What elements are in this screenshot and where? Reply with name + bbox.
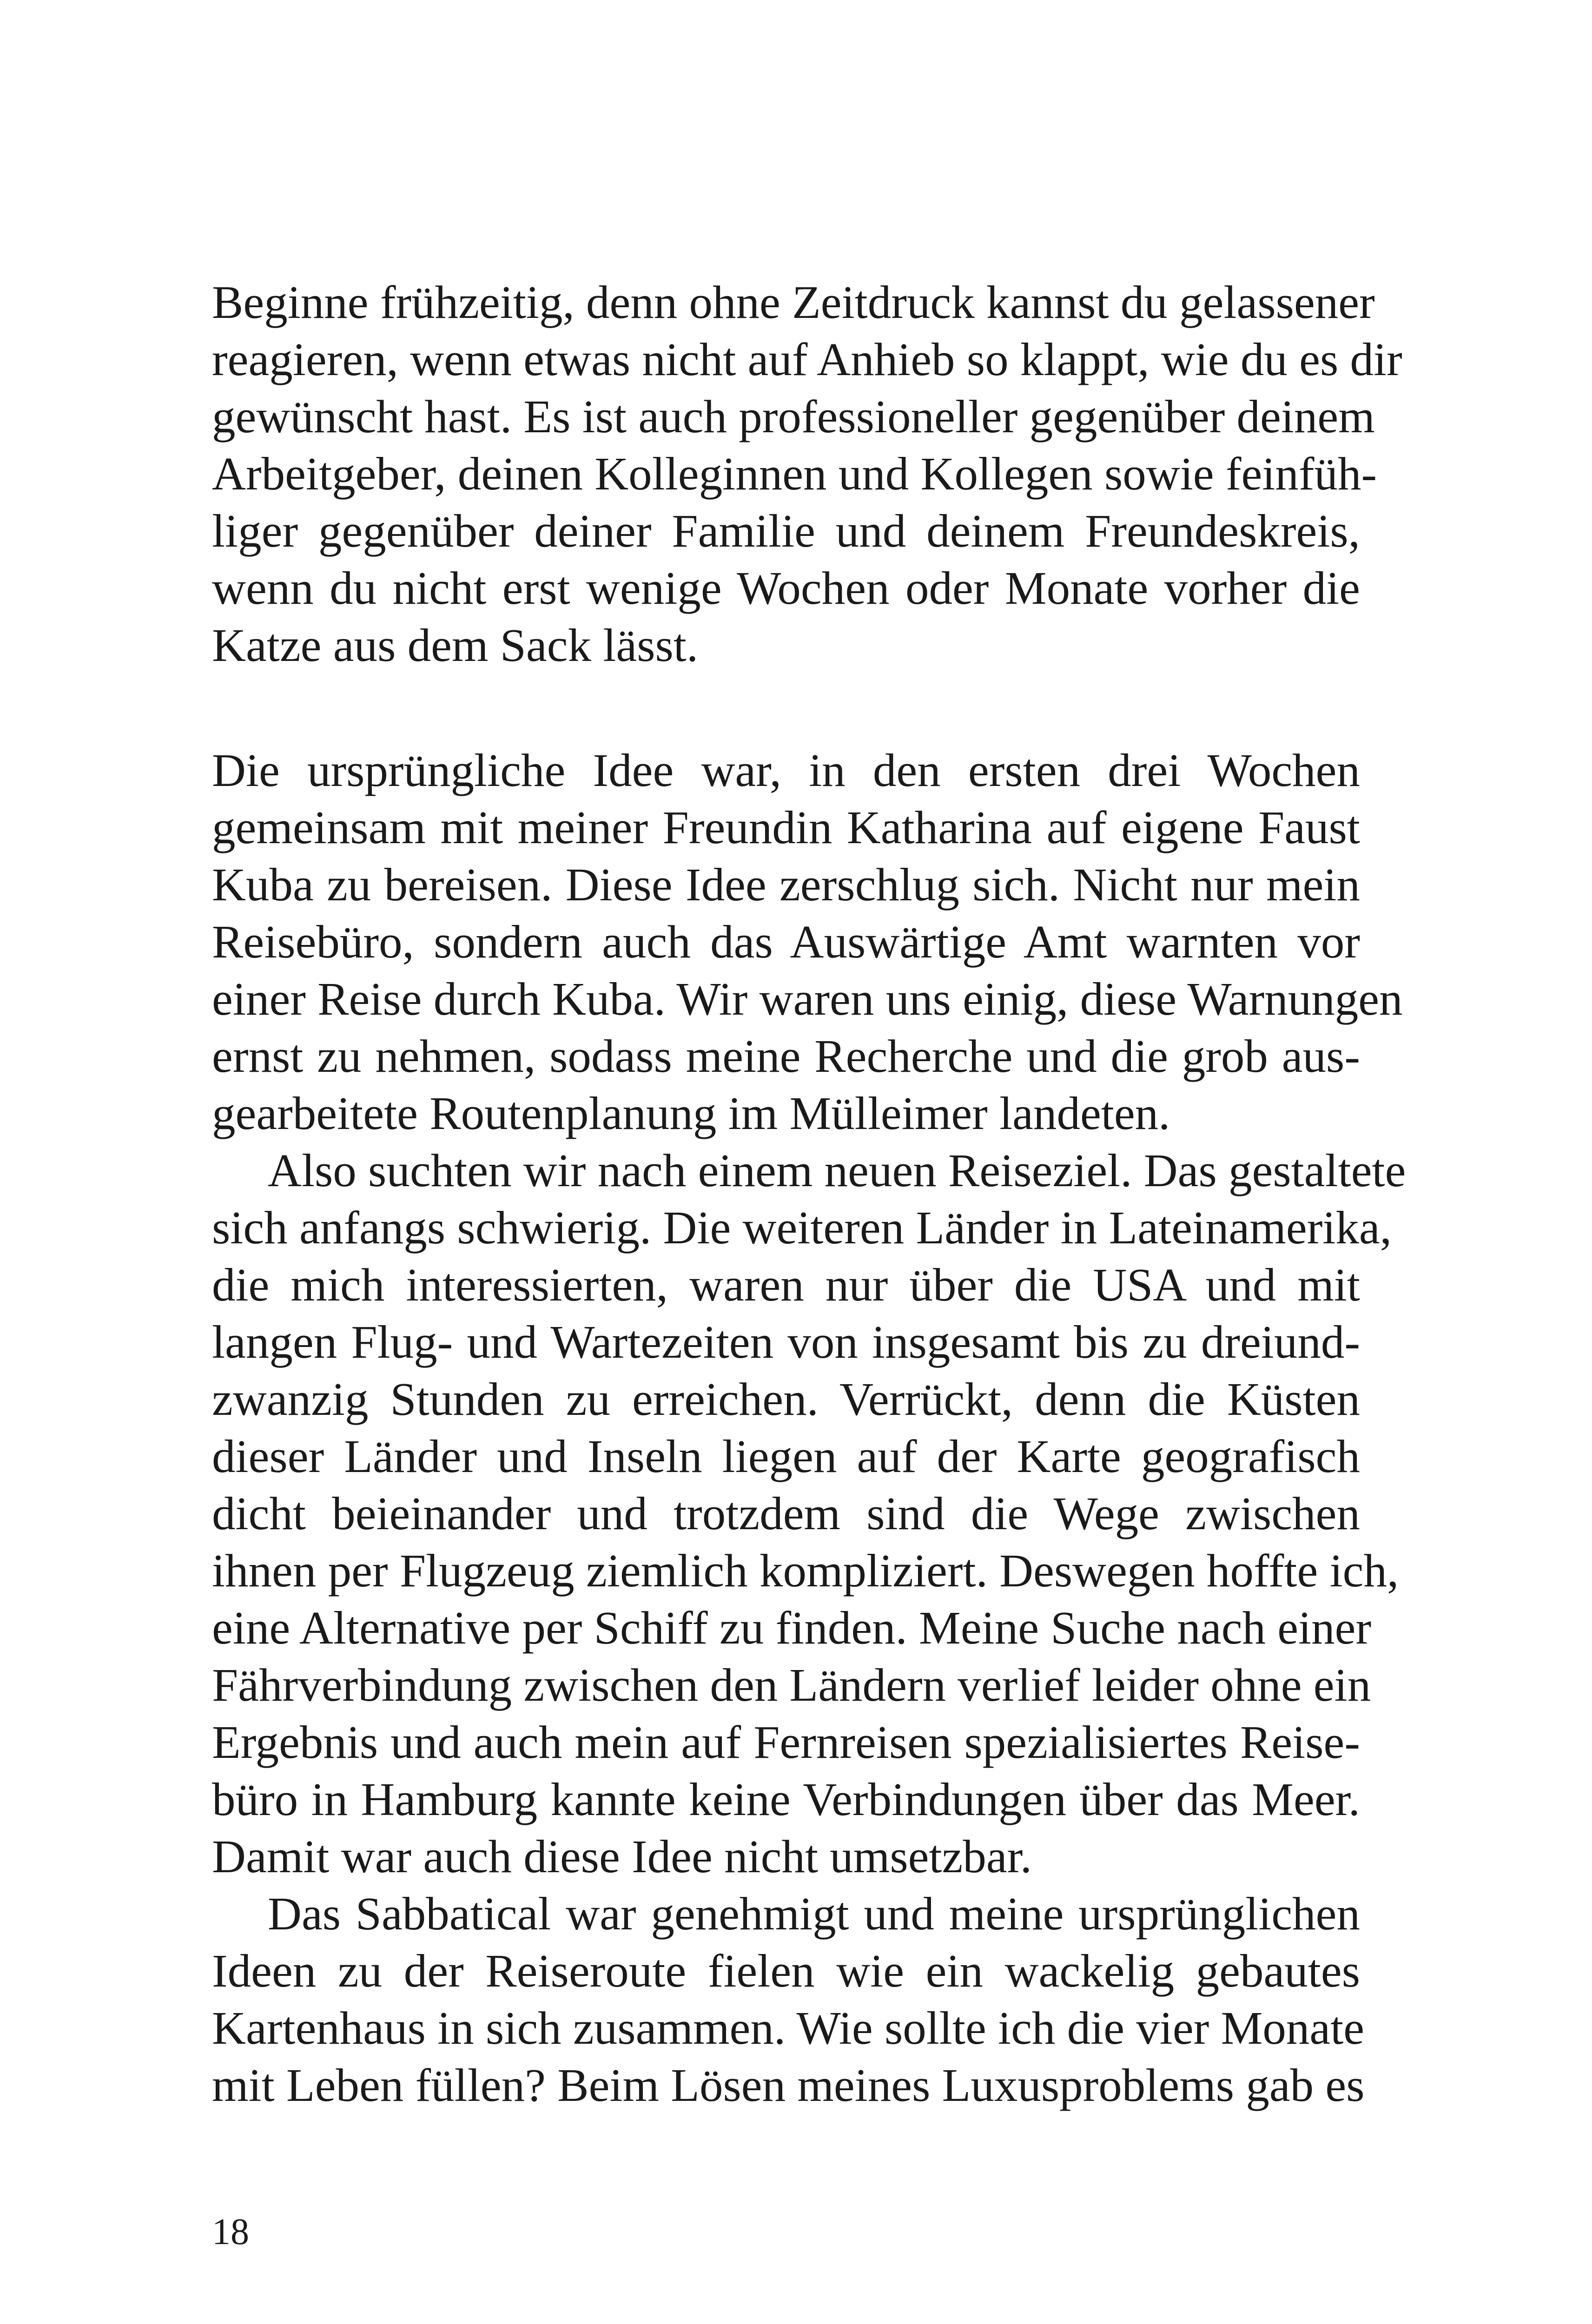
text-line: Damit war auch diese Idee nicht umsetzbar. (212, 1830, 1032, 1882)
text-line: Ideen zu der Reiseroute fielen wie ein wackelig gebautes (212, 1945, 1360, 1997)
page-number: 18 (212, 2212, 249, 2252)
paragraph-2 (212, 742, 1403, 1142)
text-line: dicht beieinander und trotzdem sind die Wege zwischen (212, 1487, 1360, 1539)
text-line: gemeinsam mit meiner Freundin Katharina auf eigene Faust (212, 801, 1360, 853)
text-line: liger gegenüber deiner Familie und deinem Freundeskreis, (212, 505, 1360, 557)
text-line: mit Leben füllen? Beim Lösen meines Luxusproblems gab es (212, 2059, 1365, 2111)
text-line: Das Sabbatical war genehmigt und meine ursprünglichen (268, 1888, 1360, 1940)
text-line: sich anfangs schwierig. Die weiteren Länder in Lateinamerika, (212, 1202, 1392, 1254)
text-line: langen Flug- und Wartezeiten von insgesamt bis zu dreiund- (212, 1316, 1360, 1368)
paragraph-1 (212, 274, 1402, 674)
text-line: Ergebnis und auch mein auf Fernreisen spezialisiertes Reise- (212, 1716, 1360, 1768)
paragraph-3 (212, 1142, 1406, 1885)
text-line: Kartenhaus in sich zusammen. Wie sollte ich die vier Monate (212, 2002, 1365, 2054)
text-line: Fährverbindung zwischen den Ländern verlief leider ohne ein (212, 1659, 1371, 1711)
text-line: Katze aus dem Sack lässt. (212, 619, 699, 671)
text-line: Also suchten wir nach einem neuen Reiseziel. Das gestaltete (268, 1144, 1406, 1196)
text-line: zwanzig Stunden zu erreichen. Verrückt, denn die Küsten (212, 1373, 1360, 1425)
paragraph-4 (212, 1885, 1365, 2114)
text-line: wenn du nicht erst wenige Wochen oder Monate vorher die (212, 562, 1360, 614)
text-line: Die ursprüngliche Idee war, in den ersten drei Wochen (212, 744, 1360, 796)
text-line: Arbeitgeber, deinen Kolleginnen und Kollegen sowie feinfüh- (212, 448, 1377, 500)
text-line: eine Alternative per Schiff zu finden. Meine Suche nach einer (212, 1602, 1372, 1654)
text-line: dieser Länder und Inseln liegen auf der Karte geografisch (212, 1430, 1360, 1482)
text-line: ernst zu nehmen, sodass meine Recherche und die grob aus- (212, 1030, 1360, 1082)
text-line: gearbeitete Routenplanung im Mülleimer landeten. (212, 1087, 1170, 1139)
text-line: ihnen per Flugzeug ziemlich kompliziert. Deswegen hoffte ich, (212, 1545, 1399, 1597)
text-line: die mich interessierten, waren nur über die USA und mit (212, 1259, 1360, 1311)
text-line: gewünscht hast. Es ist auch professioneller gegenüber deinem (212, 390, 1375, 442)
text-line: büro in Hamburg kannte keine Verbindungen über das Meer. (212, 1773, 1360, 1825)
text-line: Beginne frühzeitig, denn ohne Zeitdruck kannst du gelassener (212, 276, 1375, 328)
text-line: Kuba zu bereisen. Diese Idee zerschlug sich. Nicht nur mein (212, 858, 1360, 911)
text-line: reagieren, wenn etwas nicht auf Anhieb so klappt, wie du es dir (212, 333, 1402, 385)
text-line: einer Reise durch Kuba. Wir waren uns einig, diese Warnungen (212, 973, 1403, 1025)
text-line: Reisebüro, sondern auch das Auswärtige Amt warnten vor (212, 916, 1360, 968)
